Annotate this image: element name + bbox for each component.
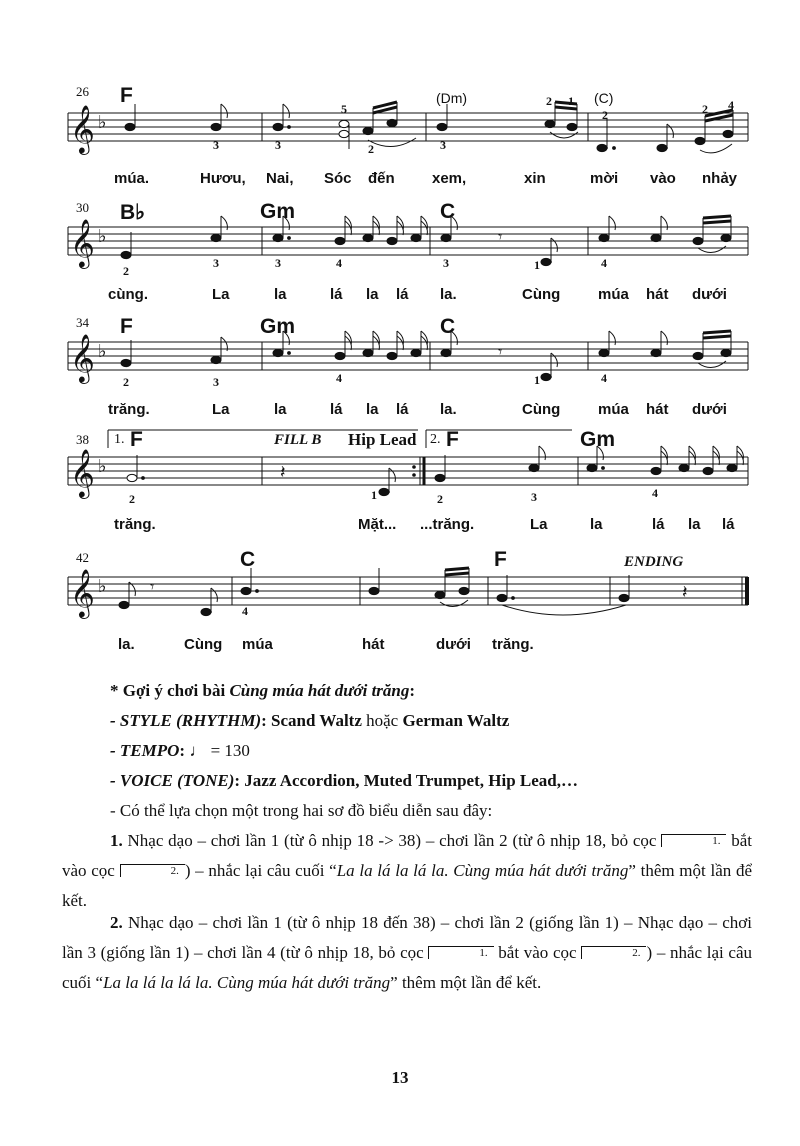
volta-2-box: 2. xyxy=(581,946,646,959)
chord-symbol: F xyxy=(120,84,133,107)
lyric: hát xyxy=(362,636,385,653)
music-system-4 xyxy=(62,428,762,546)
lyric: la xyxy=(274,286,287,303)
voice-label: Hip Lead xyxy=(348,430,417,449)
fingering: 1 xyxy=(371,488,377,502)
lyric: lá xyxy=(396,286,409,303)
staff xyxy=(62,313,762,393)
fingering: 4 xyxy=(728,98,734,112)
lyric: dưới xyxy=(692,401,727,418)
volta-1-label: 1. xyxy=(114,432,125,447)
quarter-note-icon: ♩ xyxy=(189,741,207,760)
lyric: lá xyxy=(722,516,735,533)
lyric: la xyxy=(366,286,379,303)
lyric: dưới xyxy=(436,636,471,653)
fingering: 3 xyxy=(443,256,449,270)
fingering: 2 xyxy=(546,94,552,108)
fingering: 3 xyxy=(213,375,219,389)
flat-icon: ♭ xyxy=(98,576,107,597)
eighth-rest-icon: 𝄾 xyxy=(150,577,155,596)
fingering: 3 xyxy=(213,256,219,270)
chord-symbol: B♭ xyxy=(120,201,146,224)
staff xyxy=(62,84,762,164)
lyric: vào xyxy=(650,170,676,187)
chord-symbol: F xyxy=(494,548,507,571)
volta-1-box: 1. xyxy=(661,834,726,847)
eighth-rest-icon: 𝄾 xyxy=(498,227,503,246)
chord-symbol: F xyxy=(446,428,459,451)
measure-number: 38 xyxy=(76,432,89,447)
flat-icon: ♭ xyxy=(98,112,107,133)
flat-icon: ♭ xyxy=(98,456,107,477)
chord-symbol: Gm xyxy=(260,200,296,223)
lyric: La xyxy=(212,286,230,303)
chord-symbol: (C) xyxy=(594,90,614,106)
lyric: lá xyxy=(652,516,665,533)
measure-number: 26 xyxy=(76,84,89,99)
music-system-3 xyxy=(62,313,762,431)
chord-symbol: C xyxy=(440,315,456,338)
fingering: 3 xyxy=(275,256,281,270)
lyric: trăng. xyxy=(492,636,534,653)
lyric: đến xyxy=(368,170,395,187)
tempo-line: - TEMPO: ♩ = 130 xyxy=(110,741,250,760)
chord-symbol: C xyxy=(240,548,256,571)
treble-clef-icon: 𝄞 xyxy=(70,333,95,382)
lyric: Nai, xyxy=(266,170,294,187)
lyric: dưới xyxy=(692,286,727,303)
fingering: 4 xyxy=(336,371,342,385)
treble-clef-icon: 𝄞 xyxy=(70,218,95,267)
lyric: xem, xyxy=(432,170,467,187)
lyric: múa. xyxy=(114,170,150,187)
fingering: 3 xyxy=(275,138,281,152)
chord-symbol: F xyxy=(130,428,143,451)
ending-label: ENDING xyxy=(624,554,684,570)
fingering: 4 xyxy=(601,256,607,270)
lyric: múa xyxy=(598,286,629,303)
lyric: lá xyxy=(396,401,409,418)
lyric: hát xyxy=(646,286,669,303)
lyric: xin xyxy=(524,170,546,187)
eighth-rest-icon: 𝄾 xyxy=(498,342,503,361)
treble-clef-icon: 𝄞 xyxy=(70,568,95,617)
fingering: 4 xyxy=(601,371,607,385)
fill-label: FILL B xyxy=(274,432,322,448)
chord-symbol: F xyxy=(120,315,133,338)
voice-line: - VOICE (TONE): Jazz Accordion, Muted Trumpet, Hip Lead,… xyxy=(110,771,578,790)
playing-tips xyxy=(110,676,750,826)
quarter-rest-icon: 𝄽 xyxy=(682,582,688,603)
fingering: 2 xyxy=(368,142,374,156)
lyric: la. xyxy=(118,636,135,653)
lyric: trăng. xyxy=(114,516,156,533)
fingering: 3 xyxy=(213,138,219,152)
measure-number: 42 xyxy=(76,550,89,565)
music-system-2 xyxy=(62,198,762,316)
fingering: 5 xyxy=(341,102,347,116)
fingering: 2 xyxy=(702,102,708,116)
music-system-5 xyxy=(62,548,762,666)
fingering: 3 xyxy=(440,138,446,152)
lyric: la. xyxy=(440,286,457,303)
lyric: trăng. xyxy=(108,401,150,418)
quarter-rest-icon: 𝄽 xyxy=(280,462,286,483)
lyric: Cùng xyxy=(522,286,561,303)
music-system-1 xyxy=(62,84,762,202)
lyric: Cùng xyxy=(522,401,561,418)
fingering: 1 xyxy=(534,258,540,272)
lyric: hát xyxy=(646,401,669,418)
lyric: ...trăng. xyxy=(420,516,475,533)
lyric: Cùng xyxy=(184,636,223,653)
fingering: 2 xyxy=(602,108,608,122)
lyric: la xyxy=(274,401,287,418)
fingering: 4 xyxy=(242,604,248,618)
lyric: la. xyxy=(440,401,457,418)
lyric: Sóc xyxy=(324,170,352,187)
fingering: 3 xyxy=(531,490,537,504)
volta-1-box: 1. xyxy=(428,946,493,959)
fingering: 2 xyxy=(123,375,129,389)
option-1: 1. Nhạc dạo – chơi lần 1 (từ ô nhịp 18 -> 38) – chơi lần 2 (từ ô nhịp 18, bỏ cọc 1. bắt vào cọc 2. ) – nhắc lại câu cuối “La la lá la lá la. Cùng múa hát dưới trăng” thêm một lần để kết. xyxy=(62,831,752,910)
chord-symbol: Gm xyxy=(580,428,616,451)
chord-symbol: (Dm) xyxy=(436,90,468,106)
volta-2-box: 2. xyxy=(120,864,185,877)
chord-symbol: C xyxy=(440,200,456,223)
fingering: 2 xyxy=(129,492,135,506)
fingering: 1 xyxy=(534,373,540,387)
fingering: 4 xyxy=(336,256,342,270)
fingering: 1 xyxy=(568,94,574,108)
staff xyxy=(62,548,762,628)
lyric: la xyxy=(590,516,603,533)
flat-icon: ♭ xyxy=(98,226,107,247)
treble-clef-icon: 𝄞 xyxy=(70,104,95,153)
lyric: Hươu, xyxy=(200,170,246,187)
style-line: - STYLE (RHYTHM): Scand Waltz hoặc German Waltz xyxy=(110,711,510,730)
lyric: la xyxy=(366,401,379,418)
lyric: La xyxy=(530,516,548,533)
lyric: múa xyxy=(598,401,629,418)
flat-icon: ♭ xyxy=(98,341,107,362)
lyric: múa xyxy=(242,636,273,653)
volta-2-label: 2. xyxy=(430,432,441,447)
staff xyxy=(62,198,762,278)
lyric: Mặt... xyxy=(358,516,397,533)
choose-line: - Có thể lựa chọn một trong hai sơ đồ biểu diễn sau đây: xyxy=(110,801,493,820)
option-2: 2. Nhạc dạo – chơi lần 1 (từ ô nhịp 18 đến 38) – chơi lần 2 (giống lần 1) – Nhạc dạo – chơi lần 3 (giống lần 1) – chơi lần 4 (từ ô nhịp 18, bỏ cọc 1. bắt vào cọc 2. ) – nhắc lại câu cuối “La la lá la lá la. Cùng múa hát dưới trăng” thêm một lần để kết. xyxy=(62,913,753,992)
lyric: La xyxy=(212,401,230,418)
treble-clef-icon: 𝄞 xyxy=(70,448,95,497)
page-number: 13 xyxy=(391,1068,409,1087)
lyric: mời xyxy=(590,170,619,187)
fingering: 2 xyxy=(437,492,443,506)
lyric: cùng. xyxy=(108,286,148,303)
fingering: 2 xyxy=(123,264,129,278)
lyric: nhảy xyxy=(702,170,738,187)
measure-number: 34 xyxy=(76,315,89,330)
chord-symbol: Gm xyxy=(260,315,296,338)
lyric: la xyxy=(688,516,701,533)
measure-number: 30 xyxy=(76,200,89,215)
fingering: 4 xyxy=(652,486,658,500)
lyric: lá xyxy=(330,286,343,303)
lyric: lá xyxy=(330,401,343,418)
tips-heading: * Gợi ý chơi bài Cùng múa hát dưới trăng: xyxy=(110,681,416,700)
